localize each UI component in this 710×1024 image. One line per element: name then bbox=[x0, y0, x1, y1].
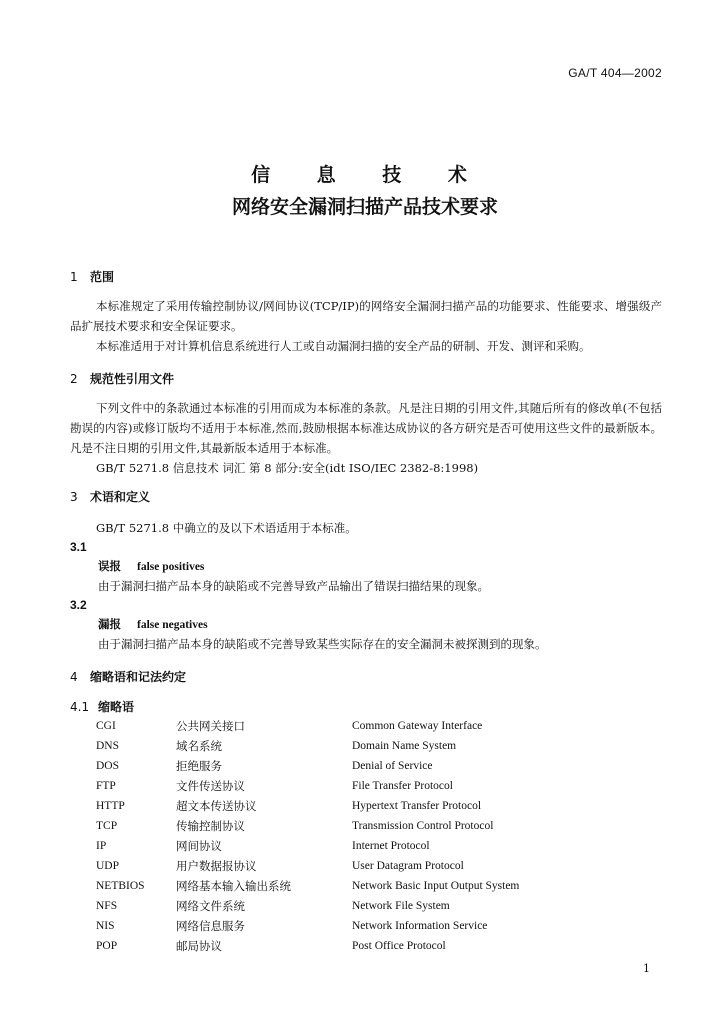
page-number: 1 bbox=[643, 962, 650, 975]
english-name: User Datagram Protocol bbox=[352, 860, 464, 872]
section-title: 规范性引用文件 bbox=[90, 372, 175, 386]
document-title-line1: 信 息 技 术 bbox=[251, 164, 487, 186]
standard-code: GA/T 404—2002 bbox=[568, 66, 662, 80]
english-name: Post Office Protocol bbox=[352, 940, 446, 952]
subsection-number: 4.1 bbox=[70, 700, 90, 714]
term-chinese: 漏报 bbox=[98, 617, 121, 631]
chinese-name: 网络基本输入输出系统 bbox=[176, 879, 291, 893]
chinese-name: 用户数据报协议 bbox=[176, 859, 257, 873]
term-3-1 bbox=[98, 558, 204, 574]
section-1-paragraph-1: 本标准规定了采用传输控制协议/网间协议(TCP/IP)的网络安全漏洞扫描产品的功能要求、性能要求、增强级产品扩展技术要求和安全保证要求。 bbox=[70, 299, 662, 333]
table-row bbox=[96, 836, 519, 856]
table-row bbox=[96, 736, 519, 756]
subsection-title: 缩略语 bbox=[98, 700, 135, 714]
abbreviation: DNS bbox=[96, 740, 120, 752]
english-name: File Transfer Protocol bbox=[352, 780, 453, 792]
table-row bbox=[96, 716, 519, 736]
section-number: 3 bbox=[70, 490, 78, 504]
table-row bbox=[96, 816, 519, 836]
term-3-1-definition: 由于漏洞扫描产品本身的缺陷或不完善导致产品输出了错误扫描结果的现象。 bbox=[98, 579, 489, 593]
english-name: Denial of Service bbox=[352, 760, 433, 772]
normative-reference: GB/T 5271.8 信息技术 词汇 第 8 部分:安全(idt ISO/IEC 2382-8:1998) bbox=[96, 461, 479, 475]
table-row bbox=[96, 856, 519, 876]
term-english: false negatives bbox=[137, 619, 208, 631]
abbreviation: POP bbox=[96, 940, 118, 952]
chinese-name: 邮局协议 bbox=[176, 939, 222, 953]
abbreviation: DOS bbox=[96, 760, 120, 772]
table-row bbox=[96, 896, 519, 916]
english-name: Internet Protocol bbox=[352, 840, 430, 852]
chinese-name: 域名系统 bbox=[176, 739, 222, 753]
section-title: 缩略语和记法约定 bbox=[90, 670, 187, 684]
abbreviation: FTP bbox=[96, 780, 116, 792]
abbreviation-table bbox=[96, 716, 519, 956]
chinese-name: 超文本传送协议 bbox=[176, 799, 257, 813]
chinese-name: 公共网关接口 bbox=[176, 719, 245, 733]
abbreviation: NFS bbox=[96, 900, 118, 912]
abbreviation: IP bbox=[96, 840, 107, 852]
section-title: 范围 bbox=[90, 270, 115, 284]
english-name: Network Information Service bbox=[352, 920, 488, 932]
abbreviation: TCP bbox=[96, 820, 118, 832]
term-3-1-number: 3.1 bbox=[70, 540, 87, 554]
table-row bbox=[96, 776, 519, 796]
section-2-heading bbox=[70, 370, 174, 387]
section-3-heading bbox=[70, 488, 150, 505]
table-row bbox=[96, 796, 519, 816]
chinese-name: 网间协议 bbox=[176, 839, 222, 853]
english-name: Hypertext Transfer Protocol bbox=[352, 800, 482, 812]
section-1-paragraph-2: 本标准适用于对计算机信息系统进行人工或自动漏洞扫描的安全产品的研制、开发、测评和采购。 bbox=[96, 339, 591, 353]
table-row bbox=[96, 876, 519, 896]
term-3-2 bbox=[98, 616, 208, 632]
section-1-heading bbox=[70, 268, 114, 285]
english-name: Domain Name System bbox=[352, 740, 457, 752]
chinese-name: 传输控制协议 bbox=[176, 819, 245, 833]
term-chinese: 误报 bbox=[98, 559, 121, 573]
section-title: 术语和定义 bbox=[90, 490, 151, 504]
english-name: Network Basic Input Output System bbox=[352, 880, 520, 892]
english-name: Common Gateway Interface bbox=[352, 720, 483, 732]
term-3-2-number: 3.2 bbox=[70, 598, 87, 612]
table-row bbox=[96, 936, 519, 956]
table-row bbox=[96, 756, 519, 776]
table-row bbox=[96, 916, 519, 936]
abbreviation: HTTP bbox=[96, 800, 125, 812]
section-number: 4 bbox=[70, 670, 78, 684]
section-number: 2 bbox=[70, 372, 78, 386]
section-2-paragraph-1: 下列文件中的条款通过本标准的引用而成为本标准的条款。凡是注日期的引用文件,其随后所有的修改单(不包括勘误的内容)或修订版均不适用于本标准,然而,鼓励根据本标准达成协议的各方研究是否可使用这些文件的最新版本。凡是不注日期的引用文件,其最新版本适用于本标准。 bbox=[70, 401, 662, 455]
chinese-name: 网络信息服务 bbox=[176, 919, 245, 933]
chinese-name: 网络文件系统 bbox=[176, 899, 245, 913]
term-english: false positives bbox=[137, 561, 205, 573]
chinese-name: 文件传送协议 bbox=[176, 779, 245, 793]
abbreviation: CGI bbox=[96, 720, 116, 732]
english-name: Network File System bbox=[352, 900, 450, 912]
abbreviation: NIS bbox=[96, 920, 115, 932]
section-number: 1 bbox=[70, 270, 78, 284]
abbreviation: NETBIOS bbox=[96, 880, 145, 892]
document-title-line2: 网络安全漏洞扫描产品技术要求 bbox=[231, 196, 498, 218]
section-4-heading bbox=[70, 668, 186, 685]
term-3-2-definition: 由于漏洞扫描产品本身的缺陷或不完善导致某些实际存在的安全漏洞未被探测到的现象。 bbox=[98, 637, 547, 651]
abbreviation: UDP bbox=[96, 860, 120, 872]
english-name: Transmission Control Protocol bbox=[352, 820, 494, 832]
section-3-paragraph-1: GB/T 5271.8 中确立的及以下术语适用于本标准。 bbox=[96, 521, 357, 535]
subsection-4-1-heading bbox=[70, 698, 134, 715]
chinese-name: 拒绝服务 bbox=[176, 759, 222, 773]
